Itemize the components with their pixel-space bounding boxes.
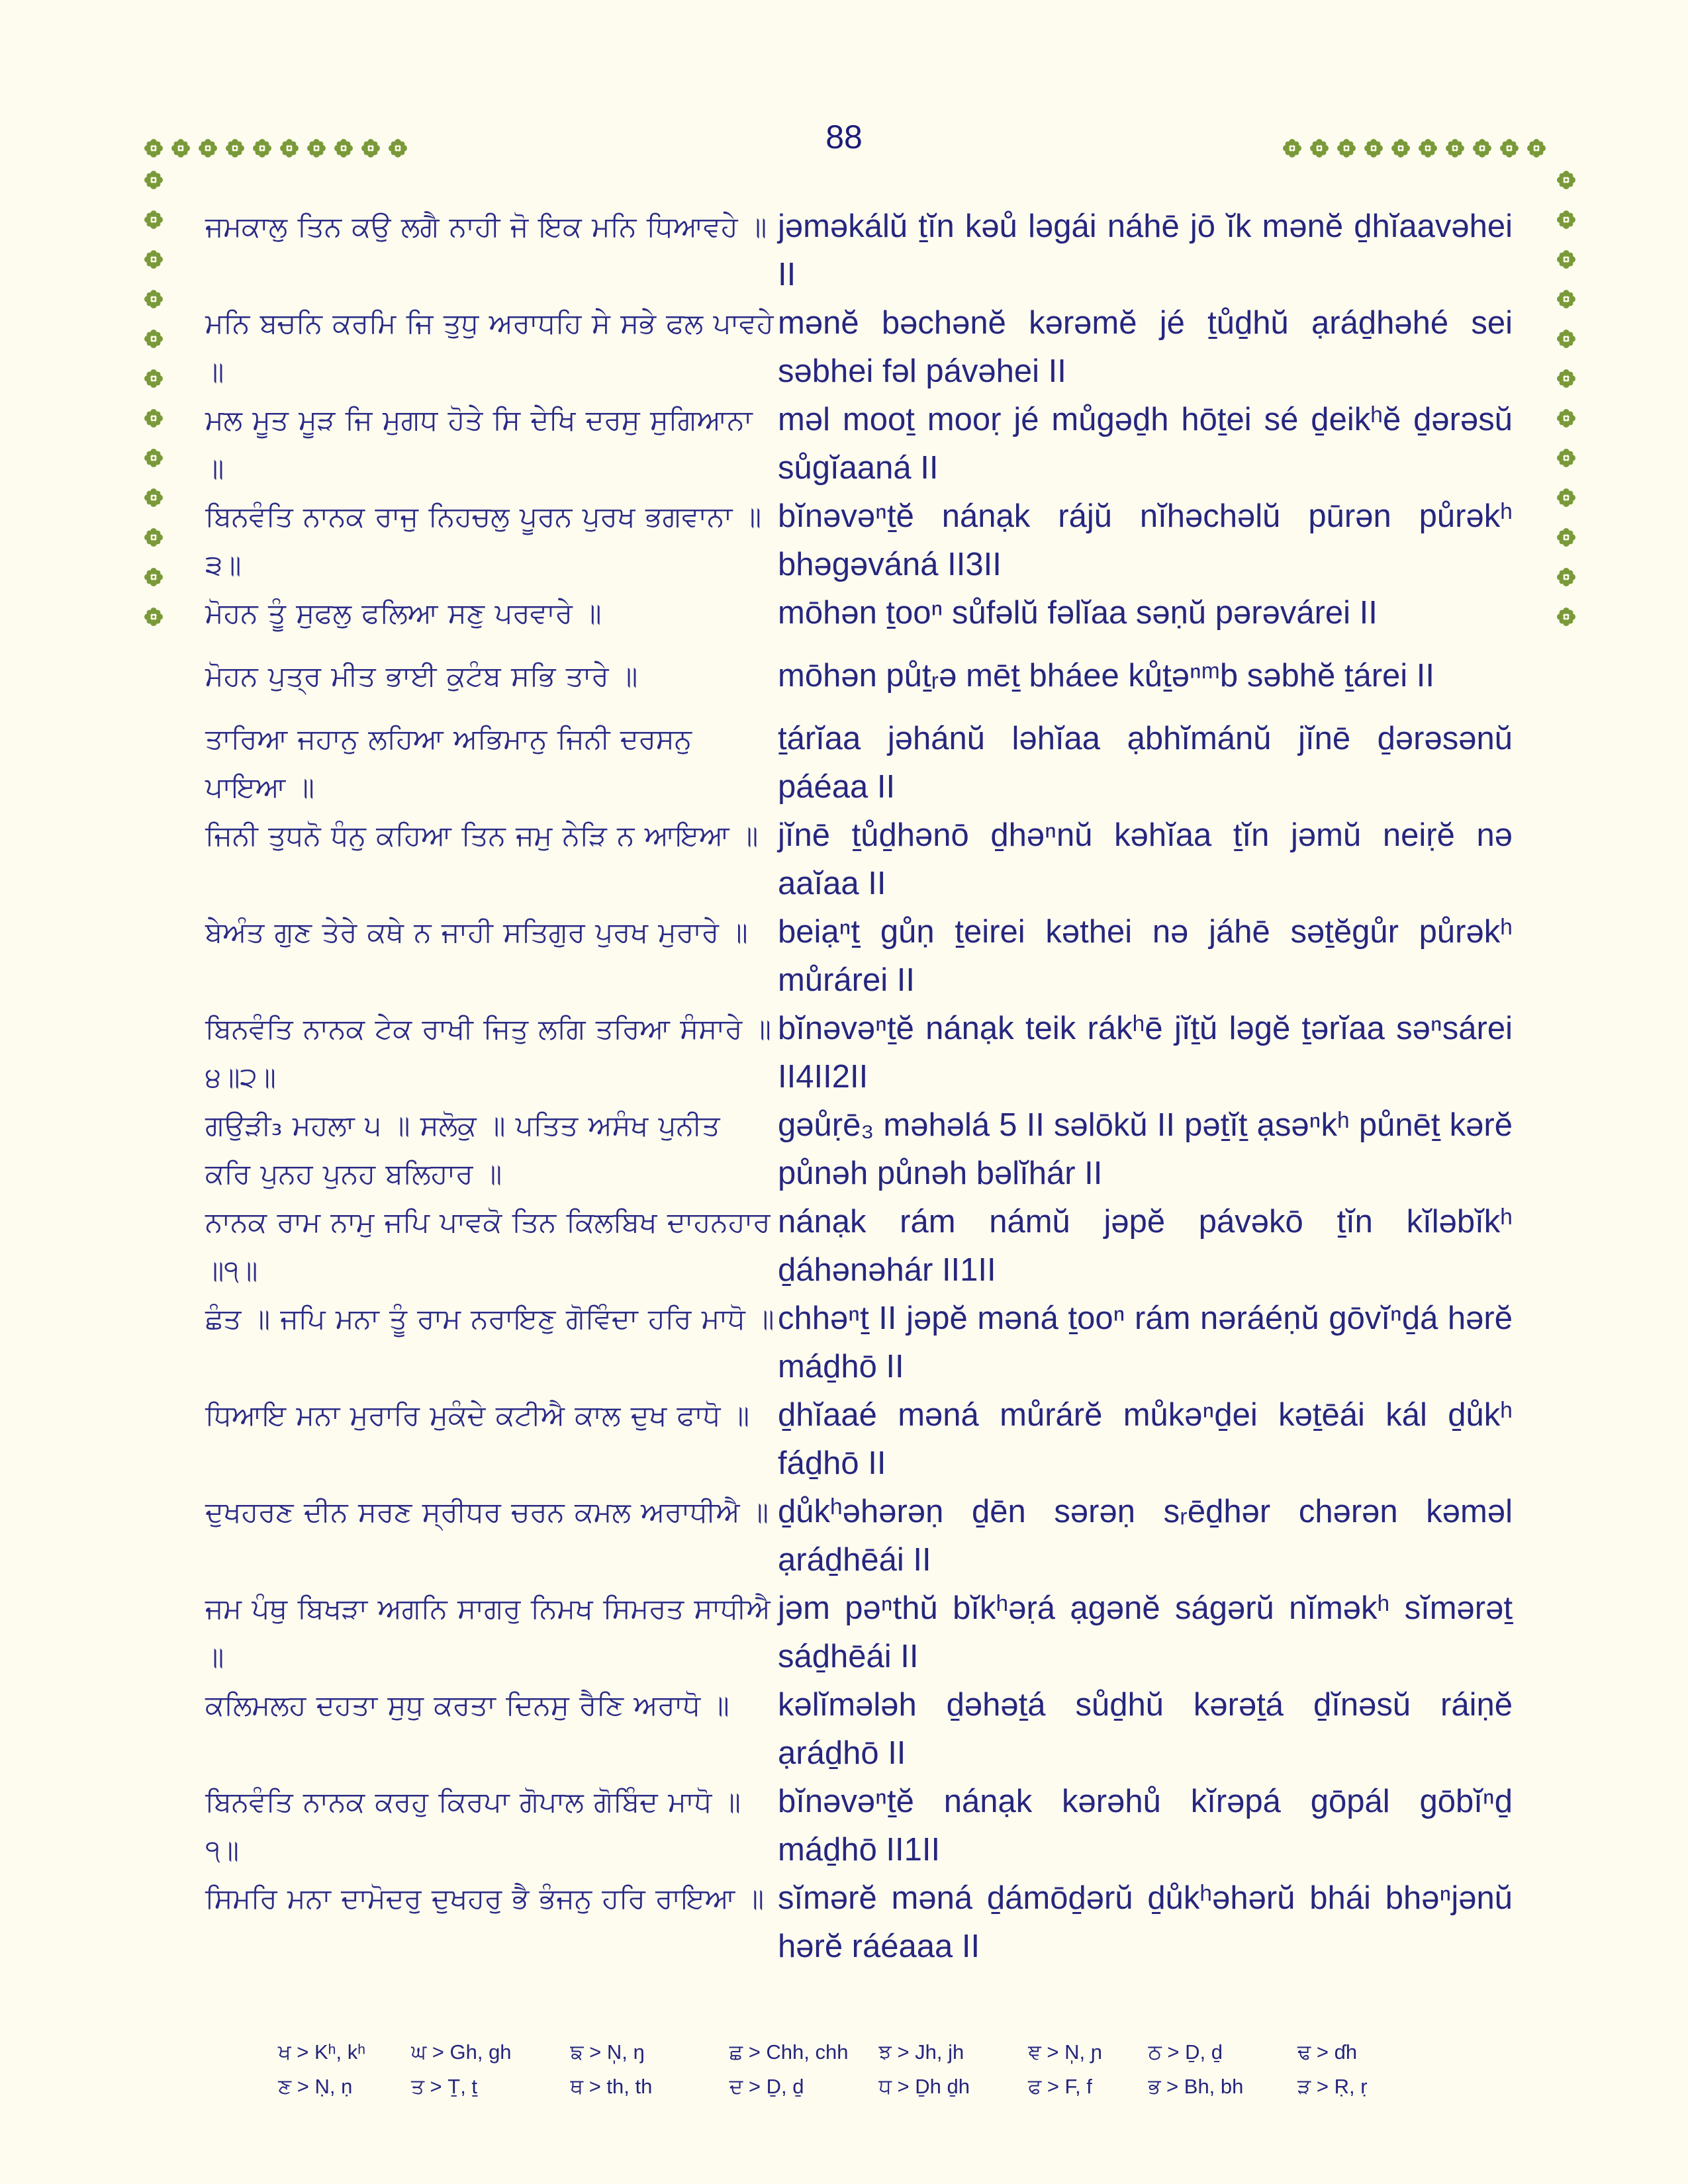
flower-ornament-icon	[199, 139, 217, 158]
transliteration-text: jĭnē ṯůḏhənō ḏhəⁿnŭ kəhĭaa ṯĭn jəmŭ neiṛĕ nə aaĭaa II	[778, 817, 1513, 901]
legend-item: ਛ > Chh, chh	[729, 2040, 849, 2064]
flower-ornament-icon	[1557, 568, 1575, 586]
flower-ornament-icon	[1446, 139, 1464, 158]
gurmukhi-text: ਮੋਹਨ ਪੁਤ੍ਰ ਮੀਤ ਭਾਈ ਕੁਟੰਬ ਸਭਿ ਤਾਰੇ ॥	[205, 660, 638, 692]
legend-item: ਢ > ɗh	[1297, 2040, 1358, 2064]
verse-row	[205, 1101, 1513, 1198]
transliteration-text: mōhən půṯᵣə mēṯ bháee kůṯəⁿᵐb səbhĕ ṯárei II	[778, 658, 1435, 694]
flower-ornament-icon	[144, 369, 163, 388]
legend-item: ਞ > N̩, ɲ	[1027, 2040, 1102, 2064]
transliteration-text: jəm pəⁿthŭ bĭkʰəṛá ạgənĕ ságərŭ nĭməkʰ sĭmərəṯ sáḏhēái II	[778, 1590, 1513, 1674]
verse-row	[205, 1584, 1513, 1681]
legend-item: ਭ > Bh, bh	[1148, 2074, 1244, 2098]
verse-row	[205, 1198, 1513, 1295]
legend-item: ਙ > N̩, ŋ	[570, 2040, 645, 2064]
flower-ornament-icon	[144, 488, 163, 507]
flower-ornament-icon	[144, 250, 163, 269]
transliteration-text: gəůṛē₃ məhəlá 5 II səlōkŭ II pəṯĭṯ ạsəⁿkʰ půnēṯ kərĕ půnəh půnəh bəlĭhár II	[778, 1107, 1513, 1191]
legend-item: ਠ > Ḏ, ḏ	[1148, 2040, 1223, 2064]
transliteration-text: bĭnəvəⁿṯĕ nánạk teik rákʰē jĭṯŭ ləgĕ ṯərĭaa səⁿsárei II4II2II	[778, 1011, 1513, 1095]
transliteration-text: ḏůkʰəhərəṇ ḏēn sərəṇ sᵣēḏhər chərən kəməl ạráḏhēái II	[778, 1494, 1513, 1578]
flower-ornament-icon	[144, 528, 163, 547]
legend-item: ਘ > Gh, gh	[411, 2040, 512, 2064]
flower-ornament-icon	[1557, 250, 1575, 269]
transliteration-text: nánạk rám námŭ jəpĕ pávəkō ṯĭn kĭləbĭkʰ ḏáhənəhár II1II	[778, 1204, 1513, 1288]
flower-ornament-icon	[1391, 139, 1410, 158]
legend-item: ਧ > Ḏh ḏh	[878, 2074, 970, 2098]
flower-ornament-icon	[1419, 139, 1437, 158]
flower-ornament-icon	[144, 139, 163, 158]
transliteration-text: mōhən ṯooⁿ sůfəlŭ fəlĭaa səṇŭ pərəvárei II	[778, 595, 1378, 631]
gurmukhi-text: ਜਮਕਾਲੁ ਤਿਨ ਕਉ ਲਗੈ ਨਾਹੀ ਜੋ ਇਕ ਮਨਿ ਧਿਆਵਹੇ ॥	[205, 210, 767, 243]
verse-row	[205, 492, 1513, 589]
legend-row	[278, 2070, 1470, 2104]
gurmukhi-text: ਨਾਨਕ ਰਾਮ ਨਾਮੁ ਜਪਿ ਪਾਵਕੋ ਤਿਨ ਕਿਲਬਿਖ ਦਾਹਨਹਾਰ ॥੧॥	[205, 1206, 771, 1287]
flower-ornament-icon	[1364, 139, 1383, 158]
flower-ornament-icon	[144, 330, 163, 348]
transliteration-text: jəməkálŭ ṯĭn kəů ləgái náhē jō ĭk mənĕ ḏhĭaavəhei II	[778, 208, 1513, 293]
flower-ornament-icon	[1557, 290, 1575, 308]
flower-ornament-icon	[144, 290, 163, 308]
verse-row	[205, 652, 1513, 700]
flower-ornament-icon	[1557, 449, 1575, 467]
legend-row	[278, 2035, 1470, 2070]
flower-ornament-icon	[361, 139, 380, 158]
legend-item: ਖ > Kʰ, kʰ	[278, 2040, 366, 2064]
legend-item: ਣ > Ṇ, ṇ	[278, 2074, 353, 2098]
legend-item: ਤ > Ṯ, ṯ	[411, 2074, 478, 2098]
gurmukhi-text: ਧਿਆਇ ਮਨਾ ਮੁਰਾਰਿ ਮੁਕੰਦੇ ਕਟੀਐ ਕਾਲ ਦੁਖ ਫਾਧੋ ॥	[205, 1399, 750, 1432]
verse-row	[205, 203, 1513, 299]
flower-ornament-icon	[1557, 171, 1575, 189]
flower-ornament-icon	[144, 210, 163, 229]
legend-item: ੜ > Ṛ, ṛ	[1297, 2074, 1368, 2098]
flower-ornament-icon	[144, 449, 163, 467]
gurmukhi-text: ਜਿਨੀ ਤੁਧਨੋ ਧੰਨੁ ਕਹਿਆ ਤਿਨ ਜਮੁ ਨੇੜਿ ਨ ਆਇਆ ॥	[205, 819, 759, 852]
gurmukhi-text: ਮੋਹਨ ਤੂੰ ਸੁਫਲੁ ਫਲਿਆ ਸਣੁ ਪਰਵਾਰੇ ॥	[205, 597, 602, 629]
flower-ornament-icon	[1500, 139, 1519, 158]
flower-ornament-icon	[144, 171, 163, 189]
verse-row	[205, 1874, 1513, 1971]
transliteration-text: kəlĭmələh ḏəhəṯá sůḏhŭ kərəṯá ḏĭnəsŭ ráiṇĕ ạráḏhō II	[778, 1687, 1513, 1771]
verse-row	[205, 396, 1513, 492]
flower-ornament-icon	[1557, 528, 1575, 547]
flower-ornament-icon	[1310, 139, 1329, 158]
verse-row	[205, 1488, 1513, 1584]
flower-ornament-icon	[1557, 369, 1575, 388]
flower-ornament-icon	[1337, 139, 1356, 158]
gurmukhi-text: ਬਿਨਵੰਤਿ ਨਾਨਕ ਰਾਜੁ ਨਿਹਚਲੁ ਪੂਰਨ ਪੁਰਖ ਭਗਵਾਨਾ ॥੩॥	[205, 500, 762, 581]
verse-row	[205, 299, 1513, 396]
legend-item: ਝ > Jh, jh	[878, 2040, 964, 2064]
transliteration-text: ḏhĭaaé məná můrárĕ můkəⁿḏei kəṯēái kál ḏůkʰ fáḏhō II	[778, 1397, 1513, 1481]
verse-row	[205, 1681, 1513, 1778]
transliteration-legend	[278, 2035, 1470, 2104]
flower-ornament-icon	[307, 139, 326, 158]
flower-ornament-icon	[171, 139, 190, 158]
flower-ornament-icon	[1473, 139, 1491, 158]
flower-ornament-icon	[253, 139, 271, 158]
verse-row	[205, 589, 1513, 637]
transliteration-text: bĭnəvəⁿṯĕ nánạk rájŭ nĭhəchəlŭ pūrən půrəkʰ bhəgəváná II3II	[778, 498, 1513, 582]
flower-ornament-icon	[1557, 210, 1575, 229]
transliteration-text: sĭmərĕ məná ḏámōḏərŭ ḏůkʰəhərŭ bhái bhəⁿjənŭ hərĕ ráéaaa II	[778, 1880, 1513, 1964]
gurmukhi-text: ਦੁਖਹਰਣ ਦੀਨ ਸਰਣ ਸ੍ਰੀਧਰ ਚਰਨ ਕਮਲ ਅਰਾਧੀਐ ॥	[205, 1496, 769, 1528]
legend-item: ਫ > F, f	[1027, 2074, 1092, 2098]
flower-ornament-icon	[1557, 488, 1575, 507]
flower-ornament-icon	[1557, 330, 1575, 348]
verse-row	[205, 1778, 1513, 1874]
verse-table	[205, 203, 1513, 1971]
gurmukhi-text: ਜਮ ਪੰਥੁ ਬਿਖੜਾ ਅਗਨਿ ਸਾਗਰੁ ਨਿਮਖ ਸਿਮਰਤ ਸਾਧੀਐ ॥	[205, 1592, 771, 1673]
transliteration-text: chhəⁿṯ II jəpĕ məná ṯooⁿ rám nəráéṇŭ gōvĭⁿḏá hərĕ máḏhō II	[778, 1300, 1513, 1385]
flower-ornament-icon	[144, 608, 163, 626]
flower-ornament-icon	[144, 568, 163, 586]
flower-ornament-icon	[144, 409, 163, 428]
flower-ornament-icon	[1283, 139, 1301, 158]
flower-ornament-icon	[280, 139, 299, 158]
gurmukhi-text: ਬੇਅੰਤ ਗੁਣ ਤੇਰੇ ਕਥੇ ਨ ਜਾਹੀ ਸਤਿਗੁਰ ਪੁਰਖ ਮੁਰਾਰੇ ॥	[205, 916, 748, 948]
legend-item: ਥ > th, th	[570, 2074, 653, 2098]
gurmukhi-text: ਛੰਤ ॥ ਜਪਿ ਮਨਾ ਤੂੰ ਰਾਮ ਨਰਾਇਣੁ ਗੋਵਿੰਦਾ ਹਰਿ ਮਾਧੋ ॥	[205, 1302, 774, 1335]
gurmukhi-text: ਬਿਨਵੰਤਿ ਨਾਨਕ ਕਰਹੁ ਕਿਰਪਾ ਗੋਪਾਲ ਗੋਬਿੰਦ ਮਾਧੋ ॥੧॥	[205, 1786, 741, 1866]
flower-ornament-icon	[1527, 139, 1546, 158]
verse-row	[205, 715, 1513, 811]
verse-row	[205, 908, 1513, 1005]
verse-row	[205, 1295, 1513, 1391]
verse-row	[205, 1391, 1513, 1488]
flower-ornament-icon	[389, 139, 407, 158]
flower-ornament-icon	[1557, 409, 1575, 428]
gurmukhi-text: ਮਨਿ ਬਚਨਿ ਕਰਮਿ ਜਿ ਤੁਧੁ ਅਰਾਧਹਿ ਸੇ ਸਭੇ ਫਲ ਪਾਵਹੇ ॥	[205, 307, 774, 388]
gurmukhi-text: ਸਿਮਰਿ ਮਨਾ ਦਾਮੋਦਰੁ ਦੁਖਹਰੁ ਭੈ ਭੰਜਨੁ ਹਰਿ ਰਾਇਆ ॥	[205, 1882, 765, 1915]
verse-row	[205, 1005, 1513, 1101]
flower-ornament-icon	[226, 139, 244, 158]
transliteration-text: mənĕ bəchənĕ kərəmĕ jé ṯůḏhŭ ạráḏhəhé sei səbhei fəl pávəhei II	[778, 305, 1513, 389]
gurmukhi-text: ਤਾਰਿਆ ਜਹਾਨੁ ਲਹਿਆ ਅਭਿਮਾਨੁ ਜਿਨੀ ਦਰਸਨੁ ਪਾਇਆ ॥	[205, 723, 692, 803]
transliteration-text: beiạⁿṯ gůṇ ṯeirei kəthei nə jáhē səṯĕgůr půrəkʰ můrárei II	[778, 914, 1513, 998]
transliteration-text: məl mooṯ mooṛ jé můgəḏh hōṯei sé ḏeikʰĕ ḏərəsŭ sůgĭaaná II	[778, 402, 1513, 486]
verse-row	[205, 811, 1513, 908]
gurmukhi-text: ਮਲ ਮੂਤ ਮੂੜ ਜਿ ਮੁਗਧ ਹੋਤੇ ਸਿ ਦੇਖਿ ਦਰਸੁ ਸੁਗਿਆਨਾ ॥	[205, 404, 753, 484]
legend-item: ਦ > Ḏ, ḏ	[729, 2074, 804, 2098]
flower-ornament-icon	[1557, 608, 1575, 626]
transliteration-text: ṯárĭaa jəhánŭ ləhĭaa ạbhĭmánŭ jĭnē ḏərəsənŭ páéaa II	[778, 721, 1513, 805]
page-number: 88	[825, 118, 863, 156]
transliteration-text: bĭnəvəⁿṯĕ nánạk kərəhů kĭrəpá gōpál gōbĭⁿḏ máḏhō II1II	[778, 1784, 1513, 1868]
gurmukhi-text: ਬਿਨਵੰਤਿ ਨਾਨਕ ਟੇਕ ਰਾਖੀ ਜਿਤੁ ਲਗਿ ਤਰਿਆ ਸੰਸਾਰੇ ॥੪॥੨॥	[205, 1013, 771, 1093]
flower-ornament-icon	[334, 139, 353, 158]
gurmukhi-text: ਕਲਿਮਲਹ ਦਹਤਾ ਸੁਧੁ ਕਰਤਾ ਦਿਨਸੁ ਰੈਣਿ ਅਰਾਧੋ ॥	[205, 1689, 729, 1721]
gurmukhi-text: ਗਉੜੀ₃ ਮਹਲਾ ੫ ॥ ਸਲੋਕੁ ॥ ਪਤਿਤ ਅਸੰਖ ਪੁਨੀਤ ਕਰਿ ਪੁਨਹ ਪੁਨਹ ਬਲਿਹਾਰ ॥	[205, 1109, 720, 1190]
